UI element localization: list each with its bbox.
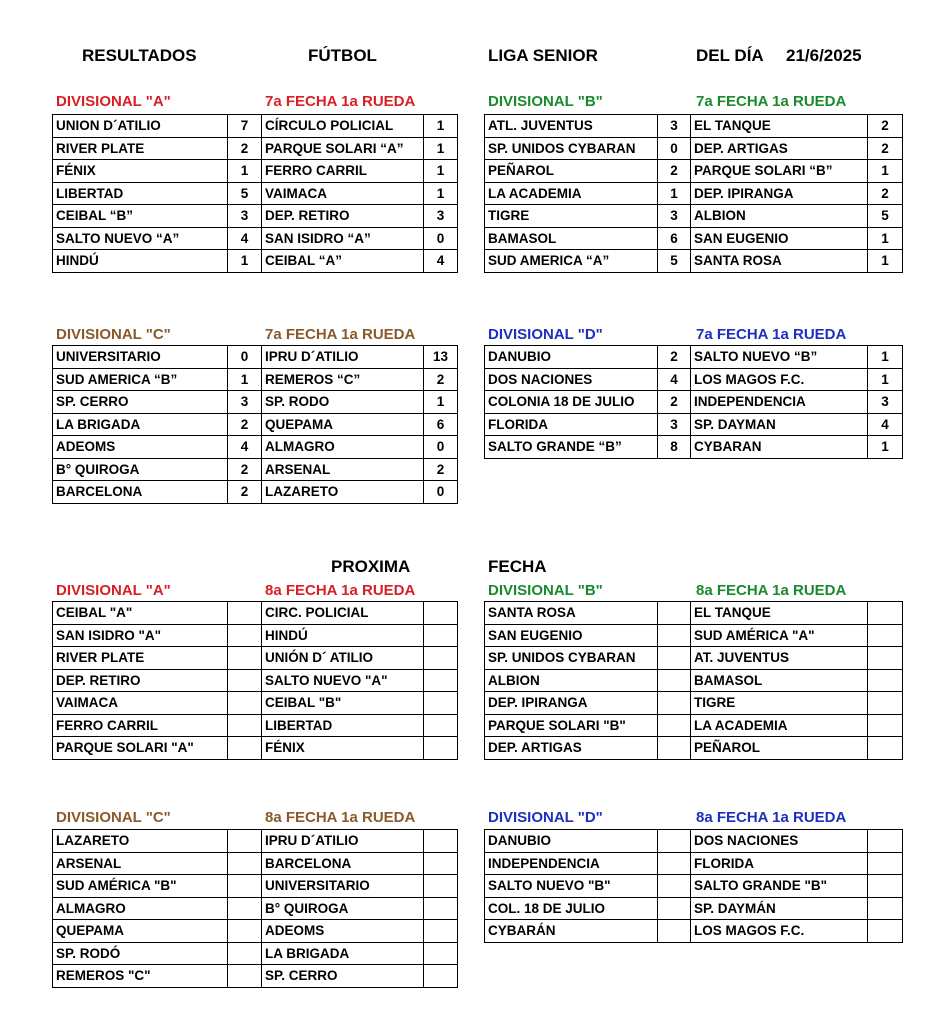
next-b-title: DIVISIONAL "B" [488, 582, 603, 599]
table-row [485, 920, 903, 943]
table-row [485, 897, 903, 920]
away-team: LOS MAGOS F.C. [691, 368, 868, 391]
table-row [53, 368, 458, 391]
home-score [658, 624, 691, 647]
table-row [53, 965, 458, 988]
away-score [868, 602, 903, 625]
table-row [485, 624, 903, 647]
table-row [53, 346, 458, 369]
results-b-table [484, 114, 903, 273]
table-row [485, 669, 903, 692]
home-score [658, 669, 691, 692]
header-fecha: 21/6/2025 [786, 46, 862, 65]
away-score: 4 [424, 250, 458, 273]
away-team: LAZARETO [262, 481, 424, 504]
away-score: 1 [868, 436, 903, 459]
home-team: ALMAGRO [53, 897, 228, 920]
table-row [53, 714, 458, 737]
away-score [868, 669, 903, 692]
table-row [53, 647, 458, 670]
away-score: 1 [424, 182, 458, 205]
away-team: ARSENAL [262, 458, 424, 481]
header-liga: LIGA SENIOR [488, 46, 598, 65]
home-team: LA ACADEMIA [485, 182, 658, 205]
results-c-round: 7a FECHA 1a RUEDA [265, 326, 416, 343]
home-team: COL. 18 DE JULIO [485, 897, 658, 920]
away-score: 1 [424, 137, 458, 160]
table-row [485, 182, 903, 205]
away-team: DOS NACIONES [691, 830, 868, 853]
home-score [228, 692, 262, 715]
away-score [868, 830, 903, 853]
next-d-title: DIVISIONAL "D" [488, 809, 603, 826]
away-team: EL TANQUE [691, 115, 868, 138]
home-team: CEIBAL "A" [53, 602, 228, 625]
table-row [53, 205, 458, 228]
home-score: 1 [228, 250, 262, 273]
away-score: 0 [424, 436, 458, 459]
away-team: PEÑAROL [691, 737, 868, 760]
home-team: ADEOMS [53, 436, 228, 459]
away-team: IPRU D´ATILIO [262, 346, 424, 369]
away-score [424, 875, 458, 898]
results-c-title: DIVISIONAL "C" [56, 326, 171, 343]
home-score: 2 [658, 391, 691, 414]
away-score: 2 [868, 115, 903, 138]
home-team: SUD AMERICA “A” [485, 250, 658, 273]
home-team: SP. CERRO [53, 391, 228, 414]
table-row [485, 602, 903, 625]
away-team: BAMASOL [691, 669, 868, 692]
home-score [228, 647, 262, 670]
away-score: 1 [868, 227, 903, 250]
table-row [53, 875, 458, 898]
home-score: 2 [228, 458, 262, 481]
table-row [53, 692, 458, 715]
home-score [228, 714, 262, 737]
home-score: 5 [658, 250, 691, 273]
away-score: 1 [868, 160, 903, 183]
away-team: PARQUE SOLARI “B” [691, 160, 868, 183]
away-team: CÍRCULO POLICIAL [262, 115, 424, 138]
away-team: LIBERTAD [262, 714, 424, 737]
away-team: PARQUE SOLARI “A” [262, 137, 424, 160]
next-c-table [52, 829, 458, 988]
results-c-table [52, 345, 458, 504]
home-team: PEÑAROL [485, 160, 658, 183]
home-team: RIVER PLATE [53, 137, 228, 160]
home-team: SANTA ROSA [485, 602, 658, 625]
home-team: DEP. ARTIGAS [485, 737, 658, 760]
home-score: 8 [658, 436, 691, 459]
away-score: 2 [424, 368, 458, 391]
table-row [53, 920, 458, 943]
away-score: 6 [424, 413, 458, 436]
home-score [228, 942, 262, 965]
away-team: SP. DAYMÁN [691, 897, 868, 920]
away-score: 1 [424, 115, 458, 138]
next-d-table [484, 829, 903, 943]
away-score: 1 [868, 368, 903, 391]
table-row [53, 160, 458, 183]
away-team: ALMAGRO [262, 436, 424, 459]
table-row [485, 852, 903, 875]
home-team: SALTO NUEVO “A” [53, 227, 228, 250]
away-score: 1 [868, 250, 903, 273]
home-score: 4 [228, 227, 262, 250]
table-row [53, 391, 458, 414]
home-score: 3 [658, 413, 691, 436]
table-row [485, 250, 903, 273]
away-score [424, 852, 458, 875]
home-team: BARCELONA [53, 481, 228, 504]
results-a-round: 7a FECHA 1a RUEDA [265, 93, 416, 110]
away-score [868, 920, 903, 943]
home-score: 2 [228, 481, 262, 504]
away-score [424, 714, 458, 737]
home-team: SUD AMERICA “B” [53, 368, 228, 391]
away-team: HINDÚ [262, 624, 424, 647]
away-score: 1 [424, 391, 458, 414]
home-team: CYBARÁN [485, 920, 658, 943]
table-row [485, 346, 903, 369]
home-score [658, 830, 691, 853]
table-row [53, 830, 458, 853]
home-score: 0 [228, 346, 262, 369]
away-score: 3 [868, 391, 903, 414]
home-team: FERRO CARRIL [53, 714, 228, 737]
next-a-title: DIVISIONAL "A" [56, 582, 171, 599]
home-team: LAZARETO [53, 830, 228, 853]
away-team: CEIBAL “A” [262, 250, 424, 273]
away-team: CEIBAL "B" [262, 692, 424, 715]
away-team: DEP. ARTIGAS [691, 137, 868, 160]
home-score [658, 692, 691, 715]
home-score [228, 669, 262, 692]
fecha-label: FECHA [488, 557, 547, 576]
away-score: 2 [424, 458, 458, 481]
table-row [485, 692, 903, 715]
away-score [424, 942, 458, 965]
home-score: 2 [228, 137, 262, 160]
table-row [485, 875, 903, 898]
home-team: DEP. IPIRANGA [485, 692, 658, 715]
away-team: SALTO GRANDE "B" [691, 875, 868, 898]
home-team: LIBERTAD [53, 182, 228, 205]
away-team: IPRU D´ATILIO [262, 830, 424, 853]
table-row [53, 602, 458, 625]
home-team: SP. RODÓ [53, 942, 228, 965]
table-row [53, 624, 458, 647]
away-team: CIRC. POLICIAL [262, 602, 424, 625]
home-team: PARQUE SOLARI "B" [485, 714, 658, 737]
home-score [658, 897, 691, 920]
away-team: SANTA ROSA [691, 250, 868, 273]
away-score [868, 714, 903, 737]
table-row [485, 115, 903, 138]
away-team: AT. JUVENTUS [691, 647, 868, 670]
away-team: VAIMACA [262, 182, 424, 205]
away-team: B° QUIROGA [262, 897, 424, 920]
away-score [868, 875, 903, 898]
table-row [485, 830, 903, 853]
home-team: ATL. JUVENTUS [485, 115, 658, 138]
table-row [53, 852, 458, 875]
home-team: SALTO NUEVO "B" [485, 875, 658, 898]
home-score [658, 714, 691, 737]
home-team: QUEPAMA [53, 920, 228, 943]
home-score: 2 [658, 160, 691, 183]
home-score: 1 [228, 160, 262, 183]
away-score [424, 737, 458, 760]
away-team: FÉNIX [262, 737, 424, 760]
away-score [424, 830, 458, 853]
away-team: QUEPAMA [262, 413, 424, 436]
home-team: ALBION [485, 669, 658, 692]
home-score [228, 737, 262, 760]
table-row [485, 227, 903, 250]
home-score [228, 920, 262, 943]
home-team: SALTO GRANDE “B” [485, 436, 658, 459]
next-c-round: 8a FECHA 1a RUEDA [265, 809, 416, 826]
away-score [868, 852, 903, 875]
away-score: 2 [868, 182, 903, 205]
home-team: DEP. RETIRO [53, 669, 228, 692]
away-team: SP. CERRO [262, 965, 424, 988]
home-score: 3 [658, 115, 691, 138]
table-row [53, 413, 458, 436]
home-score [658, 875, 691, 898]
home-team: UNIVERSITARIO [53, 346, 228, 369]
home-score [228, 875, 262, 898]
away-team: FERRO CARRIL [262, 160, 424, 183]
home-score [658, 602, 691, 625]
home-team: FLORIDA [485, 413, 658, 436]
home-score [228, 602, 262, 625]
away-team: SALTO NUEVO “B” [691, 346, 868, 369]
header-futbol: FÚTBOL [308, 46, 377, 65]
home-team: BAMASOL [485, 227, 658, 250]
home-score [658, 920, 691, 943]
home-team: VAIMACA [53, 692, 228, 715]
away-team: UNIVERSITARIO [262, 875, 424, 898]
home-score [228, 897, 262, 920]
table-row [485, 647, 903, 670]
away-score [424, 647, 458, 670]
results-d-table [484, 345, 903, 459]
away-team: DEP. IPIRANGA [691, 182, 868, 205]
away-score [868, 737, 903, 760]
away-team: SP. RODO [262, 391, 424, 414]
table-row [53, 115, 458, 138]
away-team: LA BRIGADA [262, 942, 424, 965]
away-team: EL TANQUE [691, 602, 868, 625]
home-score: 4 [228, 436, 262, 459]
away-team: SUD AMÉRICA "A" [691, 624, 868, 647]
table-row [53, 897, 458, 920]
home-team: FÉNIX [53, 160, 228, 183]
results-a-title: DIVISIONAL "A" [56, 93, 171, 110]
home-score: 3 [228, 205, 262, 228]
table-row [485, 737, 903, 760]
results-b-round: 7a FECHA 1a RUEDA [696, 93, 847, 110]
away-score: 13 [424, 346, 458, 369]
table-row [53, 182, 458, 205]
away-team: BARCELONA [262, 852, 424, 875]
table-row [485, 436, 903, 459]
results-d-title: DIVISIONAL "D" [488, 326, 603, 343]
away-team: LA ACADEMIA [691, 714, 868, 737]
table-row [53, 942, 458, 965]
next-a-table [52, 601, 458, 760]
home-score: 6 [658, 227, 691, 250]
home-team: ARSENAL [53, 852, 228, 875]
table-row [485, 137, 903, 160]
home-score: 7 [228, 115, 262, 138]
home-team: REMEROS "C" [53, 965, 228, 988]
away-score [424, 920, 458, 943]
home-team: INDEPENDENCIA [485, 852, 658, 875]
away-score: 2 [868, 137, 903, 160]
next-b-round: 8a FECHA 1a RUEDA [696, 582, 847, 599]
away-team: SP. DAYMAN [691, 413, 868, 436]
away-team: ALBION [691, 205, 868, 228]
away-score: 1 [424, 160, 458, 183]
away-team: LOS MAGOS F.C. [691, 920, 868, 943]
home-team: B° QUIROGA [53, 458, 228, 481]
table-row [53, 737, 458, 760]
table-row [53, 669, 458, 692]
home-team: SAN EUGENIO [485, 624, 658, 647]
home-team: DOS NACIONES [485, 368, 658, 391]
home-score [658, 852, 691, 875]
home-score: 1 [228, 368, 262, 391]
away-score: 3 [424, 205, 458, 228]
away-team: TIGRE [691, 692, 868, 715]
next-a-round: 8a FECHA 1a RUEDA [265, 582, 416, 599]
table-row [53, 481, 458, 504]
results-b-title: DIVISIONAL "B" [488, 93, 603, 110]
away-score [868, 624, 903, 647]
table-row [53, 436, 458, 459]
home-score: 2 [228, 413, 262, 436]
home-team: RIVER PLATE [53, 647, 228, 670]
home-team: SUD AMÉRICA "B" [53, 875, 228, 898]
home-score: 1 [658, 182, 691, 205]
header-del-dia: DEL DÍA [696, 46, 764, 65]
results-a-table [52, 114, 458, 273]
home-score [658, 647, 691, 670]
away-score [424, 897, 458, 920]
home-team: PARQUE SOLARI "A" [53, 737, 228, 760]
away-team: FLORIDA [691, 852, 868, 875]
away-score [424, 602, 458, 625]
header-resultados: RESULTADOS [82, 46, 197, 65]
table-row [485, 368, 903, 391]
table-row [53, 250, 458, 273]
home-score: 0 [658, 137, 691, 160]
next-b-table [484, 601, 903, 760]
table-row [485, 160, 903, 183]
home-team: DANUBIO [485, 830, 658, 853]
table-row [53, 137, 458, 160]
away-score [424, 965, 458, 988]
home-team: TIGRE [485, 205, 658, 228]
away-team: UNIÓN D´ ATILIO [262, 647, 424, 670]
away-score [424, 669, 458, 692]
home-score: 4 [658, 368, 691, 391]
away-score [868, 647, 903, 670]
table-row [485, 714, 903, 737]
next-c-title: DIVISIONAL "C" [56, 809, 171, 826]
proxima-label: PROXIMA [331, 557, 411, 576]
home-score [658, 737, 691, 760]
home-team: DANUBIO [485, 346, 658, 369]
home-score: 3 [228, 391, 262, 414]
away-score [424, 692, 458, 715]
home-score: 3 [658, 205, 691, 228]
table-row [485, 391, 903, 414]
away-team: SAN ISIDRO “A” [262, 227, 424, 250]
next-d-round: 8a FECHA 1a RUEDA [696, 809, 847, 826]
home-score: 5 [228, 182, 262, 205]
home-team: CEIBAL “B” [53, 205, 228, 228]
table-row [53, 227, 458, 250]
home-score [228, 965, 262, 988]
table-row [485, 205, 903, 228]
away-score: 0 [424, 481, 458, 504]
home-team: SP. UNIDOS CYBARAN [485, 137, 658, 160]
away-team: SAN EUGENIO [691, 227, 868, 250]
away-score [424, 624, 458, 647]
home-team: SAN ISIDRO "A" [53, 624, 228, 647]
home-team: SP. UNIDOS CYBARAN [485, 647, 658, 670]
away-score [868, 897, 903, 920]
away-team: SALTO NUEVO "A" [262, 669, 424, 692]
away-team: CYBARAN [691, 436, 868, 459]
home-score [228, 830, 262, 853]
away-team: INDEPENDENCIA [691, 391, 868, 414]
home-team: HINDÚ [53, 250, 228, 273]
results-d-round: 7a FECHA 1a RUEDA [696, 326, 847, 343]
away-team: DEP. RETIRO [262, 205, 424, 228]
home-team: UNION D´ATILIO [53, 115, 228, 138]
away-score: 0 [424, 227, 458, 250]
home-team: COLONIA 18 DE JULIO [485, 391, 658, 414]
away-score: 4 [868, 413, 903, 436]
away-team: ADEOMS [262, 920, 424, 943]
table-row [485, 413, 903, 436]
away-team: REMEROS “C” [262, 368, 424, 391]
away-score [868, 692, 903, 715]
home-score [228, 852, 262, 875]
home-team: LA BRIGADA [53, 413, 228, 436]
away-score: 5 [868, 205, 903, 228]
table-row [53, 458, 458, 481]
home-score: 2 [658, 346, 691, 369]
away-score: 1 [868, 346, 903, 369]
home-score [228, 624, 262, 647]
